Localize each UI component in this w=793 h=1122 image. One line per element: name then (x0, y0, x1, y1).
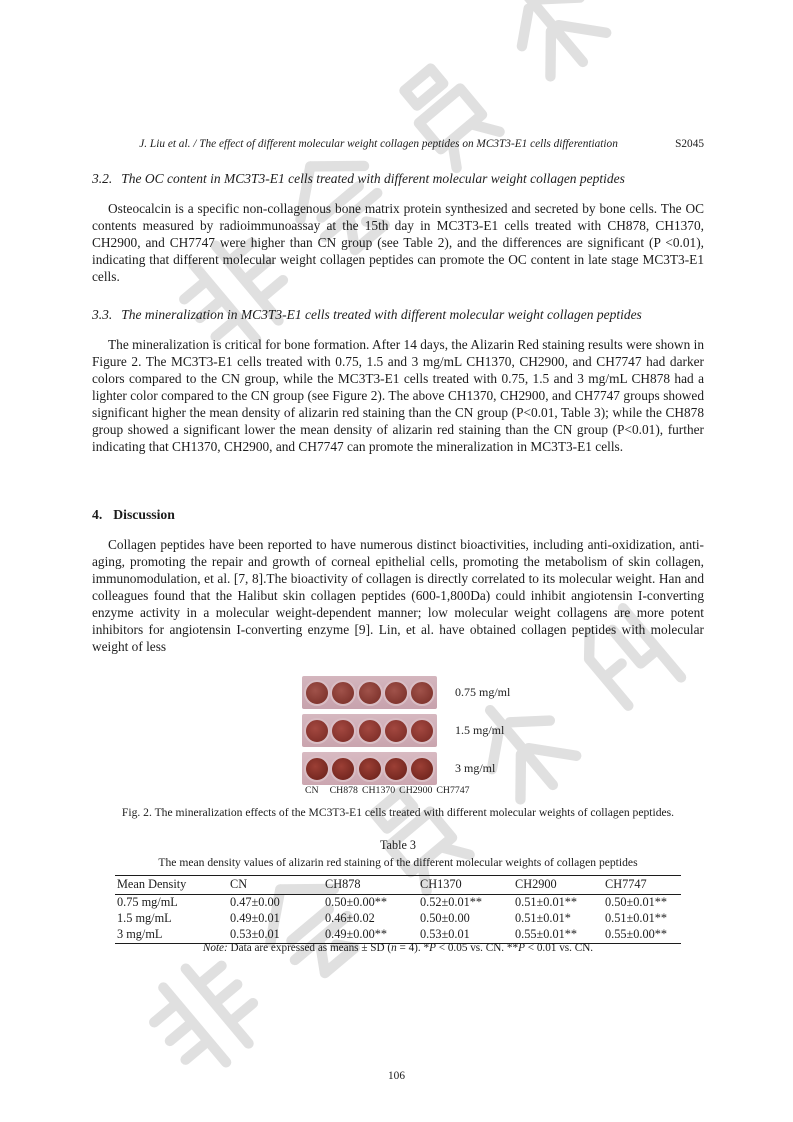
stained-well (304, 718, 330, 744)
table-header-cell: Mean Density (115, 876, 228, 895)
stained-well (383, 680, 409, 706)
table-cell: 0.49±0.00** (325, 927, 388, 941)
group-label: CH2900 (399, 785, 433, 796)
page-code: S2045 (675, 138, 704, 150)
stained-well (409, 756, 435, 782)
figure-2 (92, 676, 704, 790)
table-cell: 0.55±0.00** (605, 927, 668, 941)
table-row (115, 895, 681, 912)
table-header-cell: CH878 (323, 876, 418, 895)
paragraph-3-2: Osteocalcin is a specific non-collagenous bone matrix protein synthesized and secreted by bone cells. The OC contents measured by radioimmunoassay at the 15th day in MC3T3-E1 cells treated with CH878, CH1370, CH2900, and CH7747 were higher than CN group (see Table 2), and the differences are significant (P <0.01), indicating that different molecular weight collagen peptides can promote the OC content in late stage MC3T3-E1 cells. (92, 201, 704, 284)
table-cell: 0.53±0.01 (230, 927, 280, 941)
table-cell: 0.55±0.01** (515, 927, 578, 941)
note-text: Note: (202, 942, 228, 954)
table-caption: The mean density values of alizarin red staining of the different molecular weights of collagen peptides (158, 856, 638, 869)
table-cell: 0.46±0.02 (325, 911, 375, 925)
section-number: 4. (92, 507, 103, 522)
section-title: The mineralization in MC3T3-E1 cells treated with different molecular weight collagen peptides (121, 307, 642, 322)
table-cell: 0.47±0.00 (230, 895, 280, 909)
table-cell: 3 mg/mL (117, 927, 163, 941)
note-text: < 0.01 vs. CN. (524, 942, 594, 954)
concentration-label: 3 mg/ml (455, 761, 496, 775)
figure-row (92, 714, 704, 747)
figure-strips (92, 676, 704, 785)
table-cell: 0.49±0.01 (230, 911, 280, 925)
group-label: CH7747 (436, 785, 470, 796)
section-heading-3-2 (92, 171, 704, 187)
table-cell: 0.50±0.01** (605, 895, 668, 909)
paragraph-4: Collagen peptides have been reported to have numerous distinct bioactivities, including anti-oxidization, anti-aging, promoting the repair and growth of corneal epithelial cells, promoting the metabolism of skin collagen, immunomodulation, et al. [7, 8].The bioactivity of collagen is directly correlated to its molecular weight. Han and colleagues found that the Halibut skin collagen peptides (600-1,800Da) could inhibit angiotensin I-converting enzyme activity in a molecular weight-dependent manner; low molecular weight collagens are more potent inhibitors for angiotensin I-converting enzyme [9]. Lin, et al. have obtained collagen peptides with molecular weight of less (92, 537, 704, 654)
table-cell: 0.75 mg/mL (117, 895, 178, 909)
table-header-cell: CH1370 (418, 876, 513, 895)
section-title: The OC content in MC3T3-E1 cells treated with different molecular weight collagen peptides (121, 171, 625, 186)
table-cell: 0.50±0.00** (325, 895, 388, 909)
concentration-label: 0.75 mg/ml (455, 685, 511, 699)
table-note (115, 942, 681, 954)
section-heading-4 (92, 507, 704, 523)
figure-caption: Fig. 2. The mineralization effects of the MC3T3-E1 cells treated with different molecular weights of collagen peptides. (121, 806, 675, 819)
note-text: < 0.05 vs. CN. ** (435, 942, 519, 954)
table-row (115, 911, 681, 927)
stained-well (409, 680, 435, 706)
note-text: = 4). * (396, 942, 430, 954)
section-heading-3-3 (92, 307, 704, 323)
well-plate-photo (302, 676, 437, 709)
stained-well (330, 718, 356, 744)
stained-well (330, 756, 356, 782)
table-cell: 0.51±0.01** (605, 911, 668, 925)
note-text: P (518, 942, 525, 954)
table-cell: 0.50±0.00 (420, 911, 470, 925)
data-table (115, 875, 681, 944)
paragraph-3-3: The mineralization is critical for bone formation. After 14 days, the Alizarin Red staining results were shown in Figure 2. The MC3T3-E1 cells treated with 0.75, 1.5 and 3 mg/mL CH1370, CH2900, and CH7747 had darker colors compared to the CN group, while the MC3T3-E1 cells treated with 0.75, 1.5 and 3 mg/mL CH878 had a lighter color compared to the CN group (see Figure 2). The above CH1370, CH2900, and CH7747 groups showed significant higher the mean density of alizarin red staining than the CN group (P<0.01, Table 3); while the CH878 group showed a significant lower the mean density of alizarin red staining than the CN group (P<0.01), further indicating that CH1370, CH2900, and CH7747 can promote the mineralization in MC3T3-E1 cells. (92, 337, 704, 454)
stained-well (330, 680, 356, 706)
page-number: 106 (388, 1070, 405, 1082)
table-title: Table 3 (379, 838, 417, 852)
table-cell: 0.53±0.01 (420, 927, 470, 941)
table-header-cell: CH7747 (603, 876, 681, 895)
table-3-wrap (115, 875, 681, 944)
stained-well (357, 718, 383, 744)
group-label: CH878 (329, 785, 358, 796)
stained-well (304, 756, 330, 782)
table-header-cell: CH2900 (513, 876, 603, 895)
table-header-cell: CN (228, 876, 323, 895)
section-number: 3.3. (92, 307, 113, 322)
note-text: Data are expressed as means ± SD ( (227, 942, 392, 954)
figure-row (92, 676, 704, 709)
stained-well (304, 680, 330, 706)
section-number: 3.2. (92, 171, 113, 186)
table-cell: 1.5 mg/mL (117, 911, 172, 925)
figure-row (92, 752, 704, 785)
concentration-label: 1.5 mg/ml (455, 723, 505, 737)
section-title: Discussion (113, 507, 175, 522)
running-title: J. Liu et al. / The effect of different molecular weight collagen peptides on MC3T3-E1 cells differentiation (139, 138, 618, 150)
stained-well (357, 680, 383, 706)
stained-well (383, 718, 409, 744)
table-cell: 0.52±0.01** (420, 895, 483, 909)
table-header-row (115, 876, 681, 895)
note-text: n (391, 942, 397, 954)
figure-group-labels (305, 785, 525, 796)
table-body (115, 895, 681, 944)
well-plate-photo (302, 714, 437, 747)
well-plate-photo (302, 752, 437, 785)
stained-well (409, 718, 435, 744)
table-cell: 0.51±0.01* (515, 911, 571, 925)
note-text: P (429, 942, 436, 954)
table-cell: 0.51±0.01** (515, 895, 578, 909)
group-label: CH1370 (361, 785, 396, 796)
running-head (92, 138, 704, 150)
stained-well (357, 756, 383, 782)
stained-well (383, 756, 409, 782)
group-label: CN (305, 785, 319, 796)
